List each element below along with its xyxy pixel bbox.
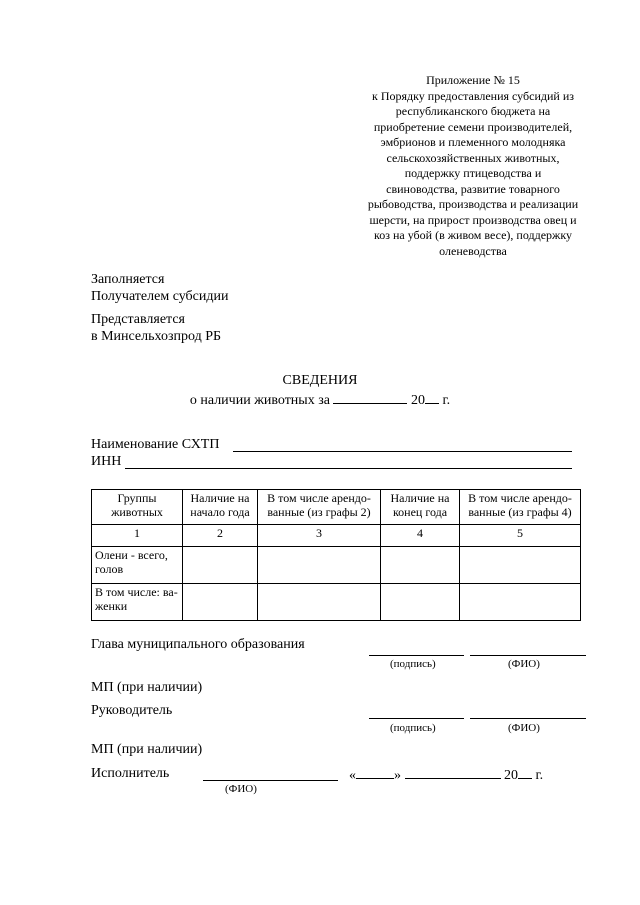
- year-blank[interactable]: [425, 390, 439, 404]
- filled-by-line1: Заполняется: [91, 272, 165, 287]
- table-row: [92, 584, 581, 621]
- row-label: Олени - всего, голов: [92, 547, 183, 584]
- appendix-line: шерсти, на прирост производства овец и: [369, 212, 577, 227]
- executor-name-field[interactable]: [203, 780, 338, 781]
- column-number: 4: [381, 525, 460, 547]
- executor-name-caption: (ФИО): [225, 783, 257, 795]
- data-cell[interactable]: [183, 584, 258, 621]
- manager-label: Руководитель: [91, 703, 173, 718]
- appendix-line: свиноводства, развитие товарного: [386, 181, 560, 196]
- name-caption: (ФИО): [508, 658, 540, 670]
- inn-field[interactable]: [125, 468, 572, 469]
- appendix-line: сельскохозяйственных животных,: [386, 150, 560, 165]
- table-header-row: [92, 490, 581, 525]
- executor-label: Исполнитель: [91, 766, 170, 781]
- appendix-line: поддержку птицеводства и: [404, 166, 542, 180]
- submitted-to-line2: в Минсельхозпрод РБ: [91, 329, 222, 344]
- appendix-line: коз на убой (в живом весе), поддержку: [374, 228, 572, 242]
- header-groups: Группы животных: [92, 490, 183, 525]
- date-suffix: г.: [535, 768, 544, 783]
- signature-caption: (подпись): [390, 658, 436, 670]
- column-number: 2: [183, 525, 258, 547]
- appendix-header: [338, 73, 608, 259]
- column-number-row: [92, 525, 581, 547]
- appendix-line: приобретение семени производителей,: [373, 119, 573, 134]
- org-name-field[interactable]: [233, 451, 572, 452]
- signature-caption: (подпись): [390, 722, 436, 734]
- subtitle-prefix: о наличии животных за: [189, 393, 330, 408]
- date-close-quote: »: [394, 768, 401, 783]
- appendix-line: к Порядку предоставления субсидий из: [372, 88, 574, 103]
- data-cell[interactable]: [183, 547, 258, 584]
- period-blank[interactable]: [333, 390, 407, 404]
- header-start-year: Наличие на начало года: [183, 490, 258, 525]
- appendix-line: оленеводства: [439, 243, 507, 258]
- animals-table: [91, 489, 581, 621]
- appendix-line: Приложение № 15: [426, 73, 520, 87]
- manager-signature-field[interactable]: [369, 718, 464, 719]
- data-cell[interactable]: [258, 547, 381, 584]
- stamp-label: МП (при наличии): [91, 680, 203, 695]
- date-year-blank[interactable]: [518, 765, 532, 779]
- filled-by-line2: Получателем субсидии: [91, 289, 229, 304]
- column-number: 5: [460, 525, 581, 547]
- data-cell[interactable]: [460, 547, 581, 584]
- name-caption: (ФИО): [508, 722, 540, 734]
- date-day-blank[interactable]: [356, 765, 394, 779]
- document-subtitle: [0, 390, 640, 409]
- header-end-year: Наличие на конец года: [381, 490, 460, 525]
- table-row: [92, 547, 581, 584]
- header-leased-col4: В том числе арендо-ванные (из графы 4): [460, 490, 581, 525]
- header-leased-col2: В том числе арендо-ванные (из графы 2): [258, 490, 381, 525]
- document-title: СВЕДЕНИЯ: [282, 373, 358, 388]
- appendix-line: республиканского бюджета на: [395, 104, 551, 118]
- appendix-line: эмбрионов и племенного молодняка: [380, 135, 566, 149]
- column-number: 1: [92, 525, 183, 547]
- head-signature-field[interactable]: [369, 655, 464, 656]
- subtitle-suffix: г.: [442, 393, 451, 408]
- subtitle-year: 20: [410, 393, 425, 408]
- column-number: 3: [258, 525, 381, 547]
- submitted-to-line1: Представляется: [91, 312, 185, 327]
- data-cell[interactable]: [381, 547, 460, 584]
- date-year: 20: [504, 768, 518, 783]
- manager-name-field[interactable]: [470, 718, 586, 719]
- data-cell[interactable]: [460, 584, 581, 621]
- data-cell[interactable]: [258, 584, 381, 621]
- executor-date: [349, 765, 543, 784]
- org-name-label: Наименование СХТП: [91, 437, 220, 452]
- head-label: Глава муниципального образования: [91, 637, 305, 652]
- appendix-line: рыбоводства, производства и реализации: [367, 197, 579, 211]
- head-name-field[interactable]: [470, 655, 586, 656]
- stamp-label: МП (при наличии): [91, 742, 203, 757]
- data-cell[interactable]: [381, 584, 460, 621]
- row-label: В том числе: ва-женки: [92, 584, 183, 621]
- inn-label: ИНН: [91, 454, 122, 469]
- date-open-quote: «: [349, 768, 356, 783]
- date-month-blank[interactable]: [405, 765, 501, 779]
